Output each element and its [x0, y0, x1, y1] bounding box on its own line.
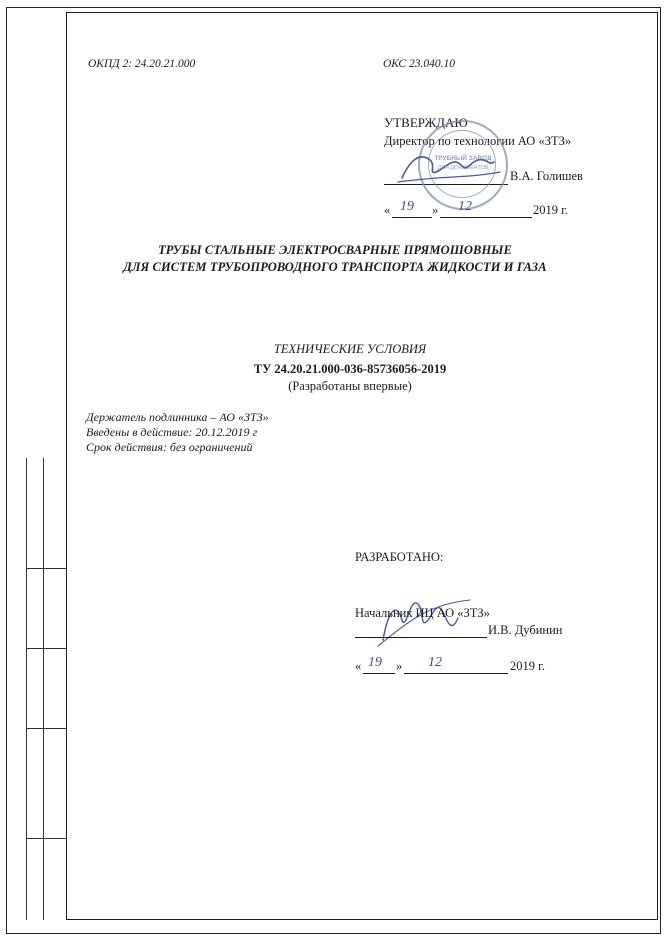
developer-day: 19 — [368, 655, 382, 670]
approval-date-close: » — [432, 203, 439, 217]
developer-date-open: « — [355, 659, 362, 673]
developer-month: 12 — [428, 655, 442, 670]
director-signature — [398, 172, 500, 182]
approval-year: 2019 г. — [533, 203, 568, 217]
developer-date-close: » — [396, 659, 403, 673]
holder-line: Держатель подлинника – АО «ЗТЗ» — [86, 410, 269, 424]
validity-line: Срок действия: без ограничений — [86, 440, 253, 454]
developer-day-underline — [363, 673, 395, 674]
developed-label: РАЗРАБОТАНО: — [355, 550, 444, 564]
effective-date-line: Введены в действие: 20.12.2019 г — [86, 425, 258, 439]
approval-position: Директор по технологии АО «ЗТЗ» — [384, 134, 572, 148]
approval-name: В.А. Голишев — [510, 169, 583, 183]
okpd-code: ОКПД 2: 24.20.21.000 — [88, 58, 196, 70]
document-number: ТУ 24.20.21.000-036-85736056-2019 — [253, 362, 447, 376]
developer-name: И.В. Дубинин — [488, 623, 563, 637]
document-title-line-1: ТРУБЫ СТАЛЬНЫЕ ЭЛЕКТРОСВАРНЫЕ ПРЯМОШОВНЫЕ — [158, 243, 512, 257]
seal-purpose-text: ДЛЯ ДОКУМЕНТОВ — [437, 165, 489, 171]
document-title-line-2: ДЛЯ СИСТЕМ ТРУБОПРОВОДНОГО ТРАНСПОРТА ЖИДКОСТИ И ГАЗА — [123, 260, 547, 274]
day-underline — [392, 217, 432, 218]
approval-month: 12 — [458, 199, 472, 214]
approval-day: 19 — [400, 199, 414, 214]
seal-org-text: ТРУБНЫЙ ЗАВОД — [434, 155, 492, 162]
oks-code: ОКС 23.040.10 — [383, 58, 455, 70]
approval-date-open: « — [384, 203, 391, 217]
developer-month-underline — [404, 673, 508, 674]
month-underline — [440, 217, 532, 218]
document-note: (Разработаны впервые) — [288, 379, 412, 393]
developer-position: Начальник ИЦ АО «ЗТЗ» — [355, 606, 490, 620]
developer-year: 2019 г. — [510, 659, 545, 673]
document-type: ТЕХНИЧЕСКИЕ УСЛОВИЯ — [273, 342, 427, 356]
approval-label: УТВЕРЖДАЮ — [384, 115, 468, 130]
developer-signature-line — [355, 637, 487, 638]
